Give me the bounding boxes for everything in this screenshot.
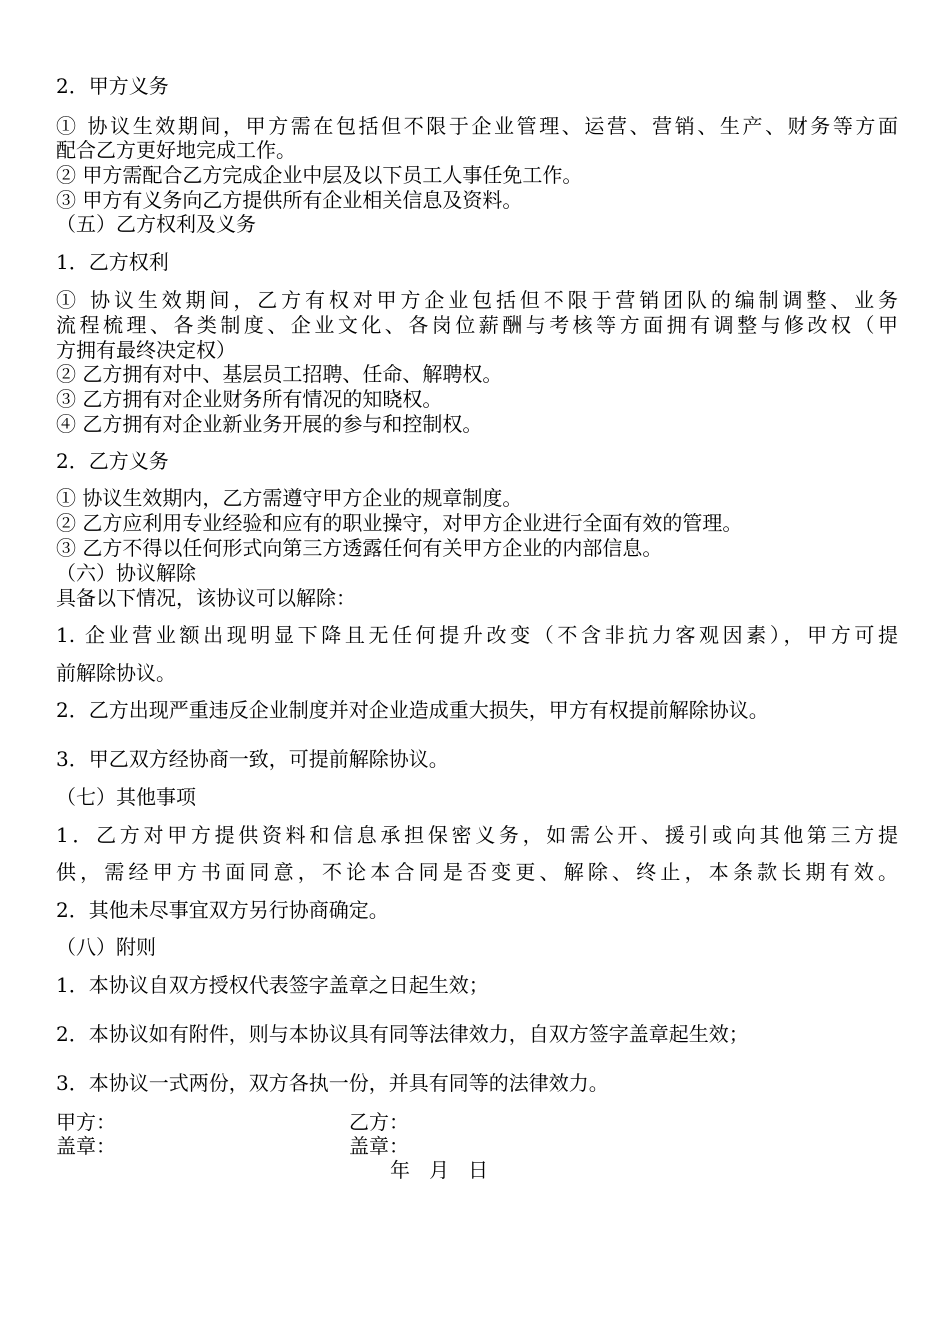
section-heading: （六）协议解除 <box>56 561 196 585</box>
paragraph-line: ③ 乙方不得以任何形式向第三方透露任何有关甲方企业的内部信息。 <box>56 536 663 560</box>
signature-date: 年 月 日 <box>390 1158 489 1182</box>
section-heading: 2．甲方义务 <box>56 74 169 98</box>
paragraph-line: ① 协议生效期间，甲方需在包括但不限于企业管理、运营、营销、生产、财务等方面 <box>56 114 898 138</box>
paragraph-line: 方拥有最终决定权） <box>56 338 236 362</box>
paragraph-line: 2．乙方出现严重违反企业制度并对企业造成重大损失，甲方有权提前解除协议。 <box>56 698 769 722</box>
section-heading: （七）其他事项 <box>56 785 196 809</box>
paragraph-line: ② 乙方拥有对中、基层员工招聘、任命、解聘权。 <box>56 362 503 386</box>
party-a-seal-label: 盖章： <box>56 1134 116 1158</box>
paragraph-line: 3．甲乙双方经协商一致，可提前解除协议。 <box>56 747 449 771</box>
paragraph-line: 前解除协议。 <box>56 661 176 685</box>
party-b-seal-label: 盖章： <box>349 1134 409 1158</box>
section-heading: 2．乙方义务 <box>56 449 169 473</box>
paragraph-line: 3．本协议一式两份，双方各执一份，并具有同等的法律效力。 <box>56 1071 609 1095</box>
paragraph-line: ③ 甲方有义务向乙方提供所有企业相关信息及资料。 <box>56 188 523 212</box>
section-heading: 1．乙方权利 <box>56 250 169 274</box>
paragraph-line: 供，需经甲方书面同意，不论本合同是否变更、解除、终止，本条款长期有效。 <box>56 860 898 884</box>
paragraph-line: ② 甲方需配合乙方完成企业中层及以下员工人事任免工作。 <box>56 163 583 187</box>
paragraph-line: 具备以下情况，该协议可以解除： <box>56 586 356 610</box>
paragraph-line: 配合乙方更好地完成工作。 <box>56 138 296 162</box>
paragraph-line: 1．本协议自双方授权代表签字盖章之日起生效； <box>56 973 489 997</box>
paragraph-line: 1．乙方对甲方提供资料和信息承担保密义务，如需公开、援引或向其他第三方提 <box>56 823 898 847</box>
party-b-label: 乙方： <box>349 1110 409 1134</box>
paragraph-line: ① 协议生效期间，乙方有权对甲方企业包括但不限于营销团队的编制调整、业务 <box>56 288 898 312</box>
paragraph-line: 2．本协议如有附件，则与本协议具有同等法律效力，自双方签字盖章起生效； <box>56 1022 749 1046</box>
paragraph-line: 2．其他未尽事宜双方另行协商确定。 <box>56 898 389 922</box>
party-a-label: 甲方： <box>56 1110 116 1134</box>
paragraph-line: ① 协议生效期内，乙方需遵守甲方企业的规章制度。 <box>56 486 523 510</box>
paragraph-line: 流程梳理、各类制度、企业文化、各岗位薪酬与考核等方面拥有调整与修改权（甲 <box>56 313 898 337</box>
section-heading: （八）附则 <box>56 935 156 959</box>
section-heading: （五）乙方权利及义务 <box>56 212 256 236</box>
paragraph-line: ④ 乙方拥有对企业新业务开展的参与和控制权。 <box>56 412 483 436</box>
paragraph-line: ③ 乙方拥有对企业财务所有情况的知晓权。 <box>56 387 443 411</box>
paragraph-line: ② 乙方应利用专业经验和应有的职业操守，对甲方企业进行全面有效的管理。 <box>56 511 743 535</box>
paragraph-line: 1. 企业营业额出现明显下降且无任何提升改变（不含非抗力客观因素），甲方可提 <box>56 623 898 647</box>
